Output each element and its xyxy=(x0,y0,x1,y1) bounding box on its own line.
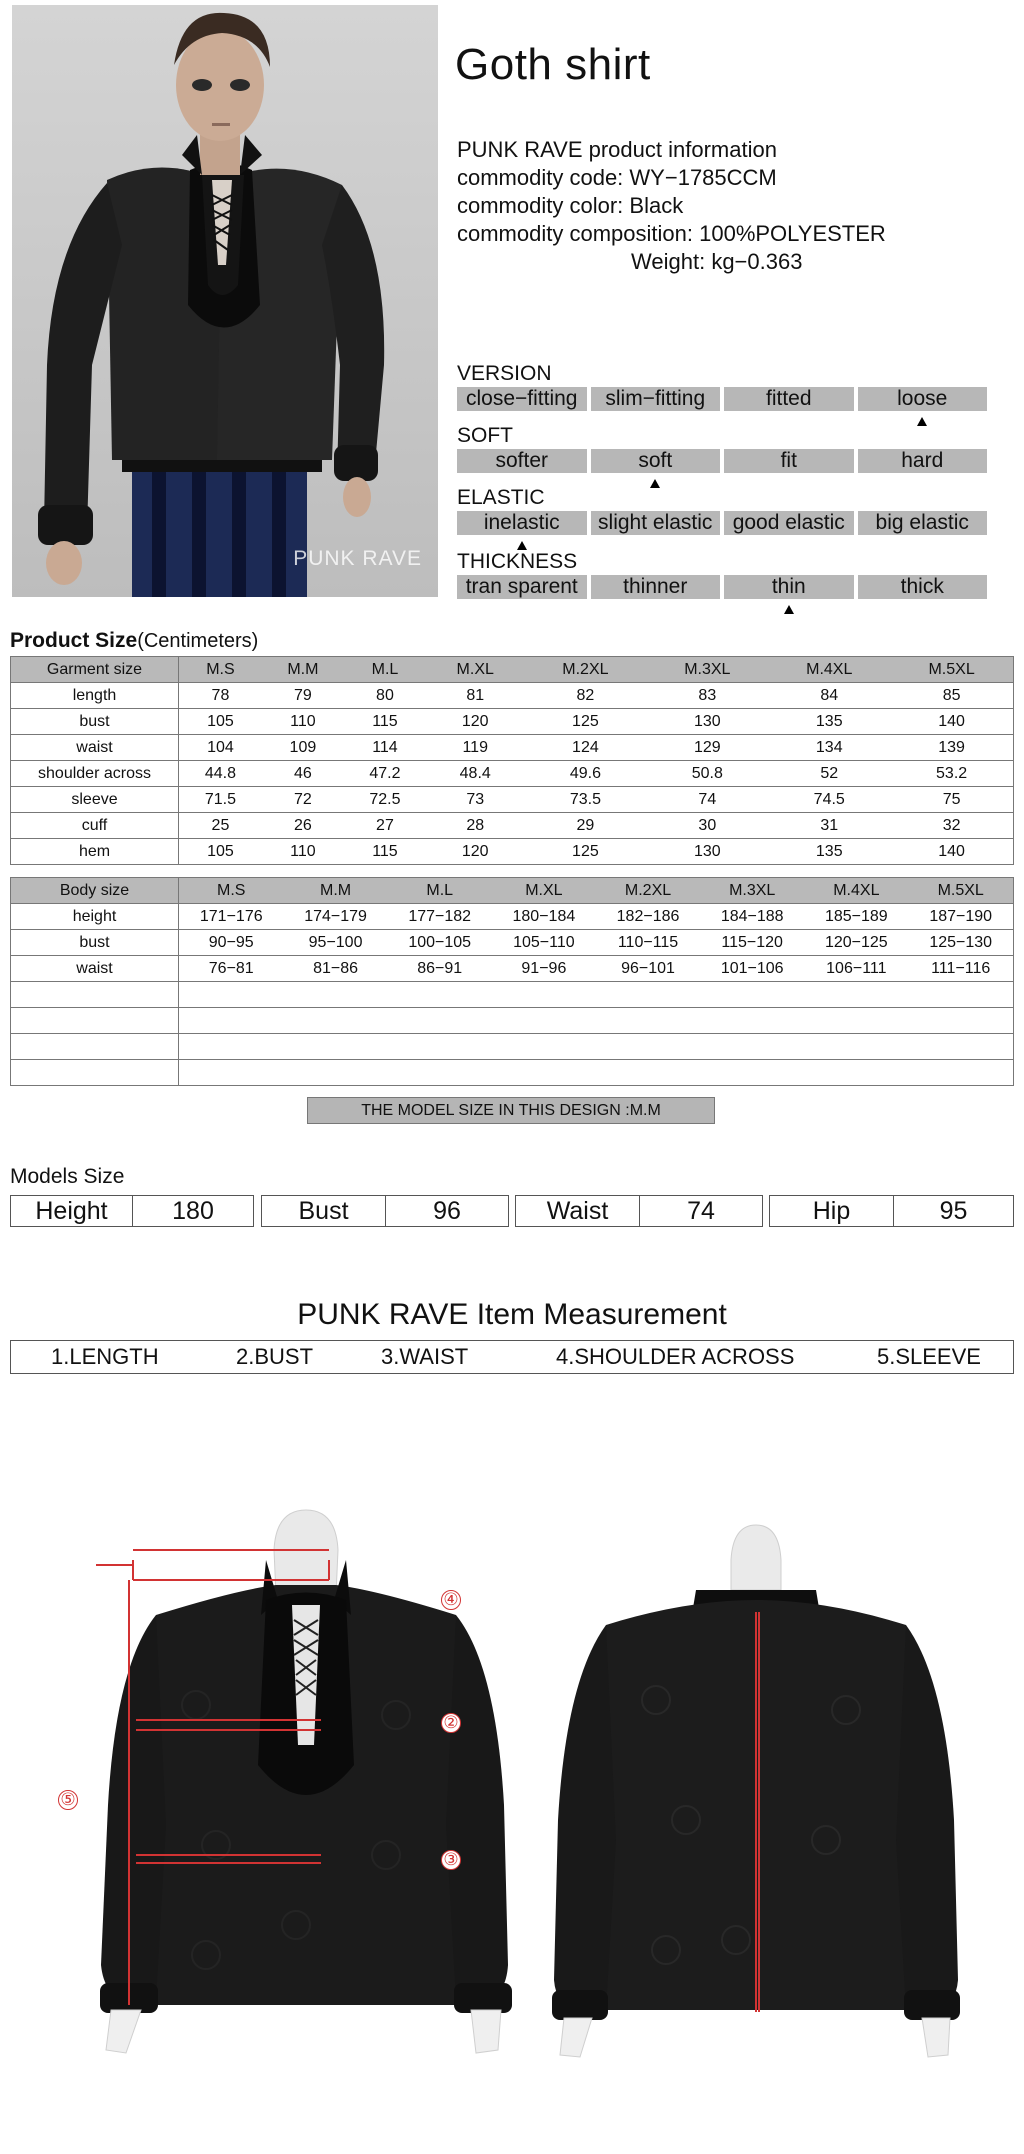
table-cell xyxy=(700,982,804,1008)
models-size-label: Models Size xyxy=(10,1165,125,1188)
attribute-option xyxy=(724,449,854,473)
table-cell: 185−189 xyxy=(804,904,908,930)
attribute-option-label: good elastic xyxy=(732,511,845,534)
table-header-cell: M.4XL xyxy=(804,878,908,904)
table-cell: 32 xyxy=(890,813,1013,839)
weight-label: Weight: xyxy=(631,249,706,274)
shirt-front-diagram xyxy=(60,1505,516,2070)
table-cell: 115 xyxy=(344,709,426,735)
table-header-cell: M.2XL xyxy=(524,657,646,683)
table-cell: 50.8 xyxy=(646,761,768,787)
attribute-option-label: softer xyxy=(495,449,549,472)
model-size-note: THE MODEL SIZE IN THIS DESIGN :M.M xyxy=(307,1097,715,1124)
table-cell: 124 xyxy=(524,735,646,761)
table-cell: 125−130 xyxy=(908,930,1013,956)
table-row xyxy=(11,761,1014,787)
table-cell: 130 xyxy=(646,839,768,865)
table-cell: 139 xyxy=(890,735,1013,761)
table-cell xyxy=(492,1060,596,1086)
table-cell: 46 xyxy=(262,761,344,787)
table-cell: 119 xyxy=(426,735,524,761)
garment-size-table xyxy=(10,656,1014,865)
table-cell xyxy=(596,1008,700,1034)
table-cell: 75 xyxy=(890,787,1013,813)
attribute-option-label: soft xyxy=(638,449,673,472)
product-title: Goth shirt xyxy=(455,40,651,89)
table-cell: 135 xyxy=(768,839,890,865)
table-cell: 78 xyxy=(179,683,262,709)
table-cell xyxy=(179,982,284,1008)
marker-5: ⑤ xyxy=(58,1790,78,1810)
table-cell xyxy=(179,1008,284,1034)
table-cell: 114 xyxy=(344,735,426,761)
marker-2: ② xyxy=(441,1713,461,1733)
table-cell: 125 xyxy=(524,839,646,865)
attribute-bar xyxy=(457,387,987,411)
table-cell: 91−96 xyxy=(492,956,596,982)
table-cell: 140 xyxy=(890,839,1013,865)
code-row xyxy=(457,164,886,192)
attribute-option-label: thick xyxy=(900,575,944,598)
color-row xyxy=(457,192,886,220)
table-cell: waist xyxy=(11,956,179,982)
table-cell: 27 xyxy=(344,813,426,839)
selected-marker-icon xyxy=(784,605,794,614)
table-cell: 96−101 xyxy=(596,956,700,982)
table-cell xyxy=(492,1034,596,1060)
hero-watermark: PUNK RAVE xyxy=(293,547,422,570)
table-cell: 105−110 xyxy=(492,930,596,956)
measurement-title: PUNK RAVE Item Measurement xyxy=(297,1298,727,1331)
table-header-cell: M.S xyxy=(179,657,262,683)
table-cell: 111−116 xyxy=(908,956,1013,982)
table-cell: height xyxy=(11,904,179,930)
product-info xyxy=(457,136,886,276)
table-cell: 44.8 xyxy=(179,761,262,787)
color-value: Black xyxy=(629,193,684,218)
attribute-option-label: big elastic xyxy=(875,511,969,534)
table-cell: 182−186 xyxy=(596,904,700,930)
table-cell: 90−95 xyxy=(179,930,284,956)
table-cell: 125 xyxy=(524,709,646,735)
table-cell xyxy=(179,1060,284,1086)
measure-shoulder: 4.SHOULDER ACROSS xyxy=(556,1344,795,1369)
table-cell xyxy=(908,1060,1013,1086)
attribute-title: SOFT xyxy=(457,424,513,447)
table-cell: 187−190 xyxy=(908,904,1013,930)
table-cell: 53.2 xyxy=(890,761,1013,787)
table-cell: 82 xyxy=(524,683,646,709)
table-cell: 105 xyxy=(179,709,262,735)
composition-label: commodity composition: xyxy=(457,221,693,246)
table-cell: shoulder across xyxy=(11,761,179,787)
hip-label: Hip xyxy=(770,1196,894,1226)
bust-value: 96 xyxy=(433,1197,461,1225)
models-height xyxy=(10,1195,254,1227)
table-header-cell: M.4XL xyxy=(768,657,890,683)
table-row xyxy=(11,956,1014,982)
attribute-option xyxy=(724,575,854,599)
table-row xyxy=(11,813,1014,839)
table-cell: bust xyxy=(11,930,179,956)
selected-marker-icon xyxy=(517,541,527,550)
table-cell: 79 xyxy=(262,683,344,709)
table-row xyxy=(11,709,1014,735)
table-row xyxy=(11,735,1014,761)
table-header-cell: Body size xyxy=(11,878,179,904)
attribute-title: ELASTIC xyxy=(457,486,545,509)
table-header-cell: M.3XL xyxy=(646,657,768,683)
table-cell: 120−125 xyxy=(804,930,908,956)
models-waist xyxy=(515,1195,763,1227)
table-cell: 184−188 xyxy=(700,904,804,930)
table-cell: length xyxy=(11,683,179,709)
table-row xyxy=(11,683,1014,709)
attribute-option-label: fit xyxy=(780,449,797,472)
models-bust xyxy=(261,1195,509,1227)
table-cell xyxy=(283,1008,387,1034)
table-cell: 135 xyxy=(768,709,890,735)
table-cell: 30 xyxy=(646,813,768,839)
attribute-thickness xyxy=(457,551,987,599)
table-cell: 80 xyxy=(344,683,426,709)
table-cell: 120 xyxy=(426,839,524,865)
table-cell: 177−182 xyxy=(388,904,492,930)
height-value: 180 xyxy=(172,1197,214,1225)
marker-3: ③ xyxy=(441,1850,461,1870)
attribute-option xyxy=(858,449,988,473)
shirt-back-diagram xyxy=(546,1520,966,2075)
table-cell: 104 xyxy=(179,735,262,761)
attribute-option xyxy=(591,575,721,599)
table-cell xyxy=(283,1060,387,1086)
table-cell: 72.5 xyxy=(344,787,426,813)
table-cell xyxy=(388,982,492,1008)
models-size-row xyxy=(10,1195,1014,1227)
product-size-title: Product Size(Centimeters) xyxy=(10,629,259,652)
table-cell xyxy=(804,1008,908,1034)
table-header-row xyxy=(11,657,1014,683)
table-header-cell: M.S xyxy=(179,878,284,904)
measure-length: 1.LENGTH xyxy=(51,1344,159,1369)
measure-bust: 2.BUST xyxy=(236,1344,314,1369)
table-cell: 130 xyxy=(646,709,768,735)
attribute-option-label: slim−fitting xyxy=(605,387,706,410)
table-cell: 28 xyxy=(426,813,524,839)
hip-value: 95 xyxy=(939,1197,968,1225)
model-photo xyxy=(12,5,438,597)
table-header-cell: M.2XL xyxy=(596,878,700,904)
measure-waist: 3.WAIST xyxy=(381,1344,469,1369)
table-cell xyxy=(388,1008,492,1034)
table-cell: 134 xyxy=(768,735,890,761)
table-cell xyxy=(596,1060,700,1086)
table-cell: 26 xyxy=(262,813,344,839)
waist-value: 74 xyxy=(687,1197,715,1225)
table-cell xyxy=(804,1034,908,1060)
table-cell: 129 xyxy=(646,735,768,761)
table-cell: 74.5 xyxy=(768,787,890,813)
table-cell xyxy=(596,982,700,1008)
table-cell xyxy=(388,1034,492,1060)
table-row xyxy=(11,839,1014,865)
table-cell: 174−179 xyxy=(283,904,387,930)
table-cell xyxy=(700,1008,804,1034)
table-cell: 47.2 xyxy=(344,761,426,787)
attribute-option xyxy=(858,387,988,411)
table-cell: 100−105 xyxy=(388,930,492,956)
table-cell: 95−100 xyxy=(283,930,387,956)
table-header-cell: M.3XL xyxy=(700,878,804,904)
table-cell: 115 xyxy=(344,839,426,865)
table-cell: 110 xyxy=(262,709,344,735)
measure-sleeve: 5.SLEEVE xyxy=(877,1344,981,1369)
table-cell: hem xyxy=(11,839,179,865)
model-figure xyxy=(12,5,438,597)
table-cell xyxy=(908,1034,1013,1060)
waist-label: Waist xyxy=(516,1196,640,1226)
table-header-cell: M.5XL xyxy=(890,657,1013,683)
table-cell: 49.6 xyxy=(524,761,646,787)
attribute-soft xyxy=(457,425,987,473)
table-header-cell: M.M xyxy=(262,657,344,683)
table-cell: 106−111 xyxy=(804,956,908,982)
code-label: commodity code: xyxy=(457,165,624,190)
table-cell xyxy=(11,982,179,1008)
table-cell: 71.5 xyxy=(179,787,262,813)
table-cell: waist xyxy=(11,735,179,761)
table-cell xyxy=(11,1034,179,1060)
brand-line: PUNK RAVE product information xyxy=(457,137,777,162)
table-cell: cuff xyxy=(11,813,179,839)
attribute-option-label: thinner xyxy=(623,575,688,598)
attribute-option xyxy=(457,575,587,599)
table-cell xyxy=(804,982,908,1008)
attribute-option xyxy=(591,449,721,473)
table-cell: 76−81 xyxy=(179,956,284,982)
table-cell: 25 xyxy=(179,813,262,839)
table-header-cell: M.M xyxy=(283,878,387,904)
table-cell xyxy=(492,1008,596,1034)
table-header-row xyxy=(11,878,1014,904)
table-cell: 85 xyxy=(890,683,1013,709)
attribute-option xyxy=(591,511,721,535)
table-cell: 110−115 xyxy=(596,930,700,956)
table-cell: 110 xyxy=(262,839,344,865)
color-label: commodity color: xyxy=(457,193,624,218)
body-size-table xyxy=(10,877,1014,1086)
table-cell xyxy=(492,982,596,1008)
table-cell: 83 xyxy=(646,683,768,709)
table-cell xyxy=(283,1034,387,1060)
table-cell: 72 xyxy=(262,787,344,813)
table-cell: 84 xyxy=(768,683,890,709)
marker-4: ④ xyxy=(441,1590,461,1610)
table-cell xyxy=(908,982,1013,1008)
bust-label: Bust xyxy=(262,1196,386,1226)
attribute-elastic xyxy=(457,487,987,535)
weight-value: kg−0.363 xyxy=(711,249,803,274)
table-cell: 73.5 xyxy=(524,787,646,813)
attribute-option-label: slight elastic xyxy=(598,511,713,534)
table-cell: 52 xyxy=(768,761,890,787)
attribute-option-label: tran sparent xyxy=(465,575,578,598)
table-cell: 180−184 xyxy=(492,904,596,930)
table-cell: 29 xyxy=(524,813,646,839)
table-cell: 115−120 xyxy=(700,930,804,956)
table-cell: 81 xyxy=(426,683,524,709)
attribute-option xyxy=(591,387,721,411)
attribute-option xyxy=(724,511,854,535)
table-cell xyxy=(11,1060,179,1086)
attribute-bar xyxy=(457,575,987,599)
table-row xyxy=(11,1008,1014,1034)
table-cell: 74 xyxy=(646,787,768,813)
table-row xyxy=(11,787,1014,813)
table-cell xyxy=(908,1008,1013,1034)
attribute-option xyxy=(457,511,587,535)
attribute-bar xyxy=(457,511,987,535)
table-cell: sleeve xyxy=(11,787,179,813)
table-header-cell: M.L xyxy=(388,878,492,904)
table-cell xyxy=(388,1060,492,1086)
table-cell xyxy=(283,982,387,1008)
table-cell xyxy=(596,1034,700,1060)
code-value: WY−1785CCM xyxy=(629,165,777,190)
attribute-bar xyxy=(457,449,987,473)
table-row xyxy=(11,982,1014,1008)
table-cell: 73 xyxy=(426,787,524,813)
weight-row xyxy=(457,248,886,276)
table-cell: bust xyxy=(11,709,179,735)
table-cell: 101−106 xyxy=(700,956,804,982)
attribute-option-label: loose xyxy=(897,387,948,410)
attribute-option-label: fitted xyxy=(765,387,812,410)
product-size-unit: (Centimeters) xyxy=(137,630,259,652)
attribute-option xyxy=(457,387,587,411)
attribute-title: VERSION xyxy=(457,362,552,385)
table-cell xyxy=(179,1034,284,1060)
attribute-version xyxy=(457,363,987,411)
table-row xyxy=(11,904,1014,930)
attribute-option-label: hard xyxy=(901,449,944,472)
table-cell xyxy=(700,1060,804,1086)
table-cell: 86−91 xyxy=(388,956,492,982)
attribute-option-label: thin xyxy=(771,575,806,598)
table-header-cell: M.XL xyxy=(492,878,596,904)
attribute-option-label: close−fitting xyxy=(466,387,578,410)
table-header-cell: M.L xyxy=(344,657,426,683)
table-cell: 31 xyxy=(768,813,890,839)
table-cell: 140 xyxy=(890,709,1013,735)
table-cell xyxy=(700,1034,804,1060)
attribute-option xyxy=(858,575,988,599)
attribute-title: THICKNESS xyxy=(457,550,578,573)
table-cell: 109 xyxy=(262,735,344,761)
table-row xyxy=(11,930,1014,956)
table-cell: 81−86 xyxy=(283,956,387,982)
table-row xyxy=(11,1060,1014,1086)
attribute-option xyxy=(457,449,587,473)
measurement-bar xyxy=(10,1340,1014,1374)
attribute-option xyxy=(858,511,988,535)
height-label: Height xyxy=(11,1196,133,1226)
table-cell: 171−176 xyxy=(179,904,284,930)
composition-value: 100%POLYESTER xyxy=(699,221,886,246)
models-hip xyxy=(769,1195,1014,1227)
table-cell xyxy=(11,1008,179,1034)
table-cell xyxy=(804,1060,908,1086)
table-row xyxy=(11,1034,1014,1060)
table-cell: 120 xyxy=(426,709,524,735)
table-header-cell: M.5XL xyxy=(908,878,1013,904)
table-header-cell: M.XL xyxy=(426,657,524,683)
composition-row xyxy=(457,220,886,248)
table-cell: 48.4 xyxy=(426,761,524,787)
attribute-option-label: inelastic xyxy=(483,511,560,534)
table-cell: 105 xyxy=(179,839,262,865)
attribute-option xyxy=(724,387,854,411)
table-header-cell: Garment size xyxy=(11,657,179,683)
